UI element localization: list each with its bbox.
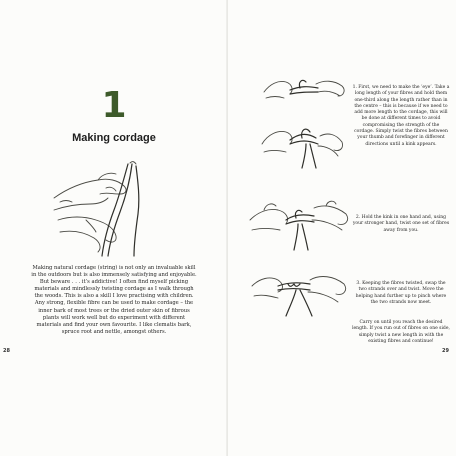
chapter-number: 1: [101, 85, 127, 126]
step-1-text: 1. First, we need to make the ‘eye’. Take a long length of your fibres and hold them one-third along the length rather than in the centre – this is because if we need to add more length to the cordage, this will be done at different times to avoid compromising the strength of the cordage. Simply twist the fibres between your thumb and forefinger in different directions until a kink appears.: [352, 85, 450, 147]
hands-twisting-eye-illustration: [256, 72, 352, 172]
step-3-continuation-text: Carry on until you reach the desired length. If you run out of fibres on one side, simply twist a new length in with the existing fibres and continue!: [352, 320, 450, 344]
page-number-right: 29: [442, 348, 449, 354]
hands-holding-kink-illustration: [248, 198, 352, 252]
page-number-left: 28: [3, 348, 10, 354]
intro-paragraph: Making natural cordage (string) is not only an invaluable skill in the outdoors but is also immensely satisfying and enjoyable. But beware . . . it’s addictive! I often find myself picking materials and mindlessly twisting cordage as I walk through the woods. This is also a skill I love practising with children. Any strong, flexible fibre can be used to make cordage – the inner bark of most trees or the dried outer skin of fibrous plants will work well but do experiment with different materials and find your own favourite. I like clematis bark, spruce root and nettle, amongst others.: [31, 265, 197, 335]
step-2-text: 2. Hold the kink in one hand and, using your stronger hand, twist one set of fibres away from you.: [352, 215, 450, 233]
hands-swapping-strands-illustration: [248, 268, 352, 318]
step-3-text: 3. Keeping the fibres twisted, swap the two strands over and twist. Move the helping hand further up to pinch where the two strands now meet.: [355, 281, 447, 305]
chapter-title: Making cordage: [72, 132, 156, 144]
hands-holding-fibres-illustration: [50, 158, 170, 258]
